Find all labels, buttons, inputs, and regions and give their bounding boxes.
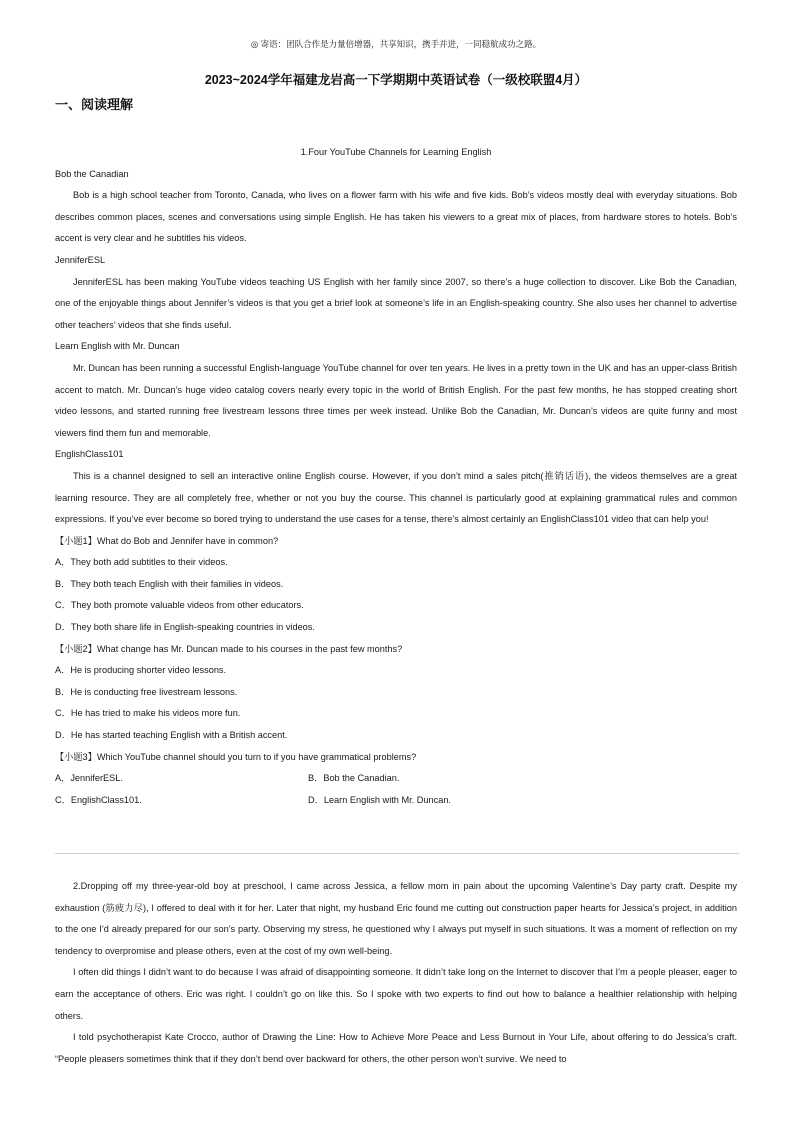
question-3-option-d[interactable]: D．Learn English with Mr. Duncan. <box>308 794 451 805</box>
passage-2-paragraph-2: I often did things I didn’t want to do because I was afraid of disappointing someone. It didn’t take long on the Internet to discover that I’m a people pleaser, eager to earn the acceptance of others. Eric was right. I couldn’t go on like this. So I spoke with two experts to find out how to balance a healthier relationship with helping others. <box>55 967 737 1021</box>
question-2-option-b[interactable]: B．He is conducting free livestream lessons. <box>55 686 238 697</box>
passage-2-paragraph-3: I told psychotherapist Kate Crocco, author of Drawing the Line: How to Achieve More Peace and Less Burnout in Your Life, about offering to do Jessica’s craft. “People pleasers sometimes think that if they don’t bend over backward for others, the other person won’t survive. We need to <box>55 1032 737 1064</box>
question-1-stem: 【小题1】What do Bob and Jennifer have in common? <box>55 535 279 546</box>
question-2-stem: 【小题2】What change has Mr. Duncan made to his courses in the past few months? <box>55 643 403 654</box>
question-1-option-b[interactable]: B．They both teach English with their families in videos. <box>55 578 284 589</box>
channel-description-jennifer: JenniferESL has been making YouTube videos teaching US English with her family since 2007, so there’s a huge collection to discover. Like Bob the Canadian, one of the enjoyable things about Jennifer’s videos is that you get a brief look at someone’s life in an English-speaking country. She also uses her channel to advertise other teachers’ videos that she finds useful. <box>55 276 737 330</box>
passage-divider <box>55 853 739 854</box>
section-heading: 一、阅读理解 <box>55 97 134 112</box>
question-2-option-d[interactable]: D．He has started teaching English with a British accent. <box>55 730 288 741</box>
channel-description-bob: Bob is a high school teacher from Toronto, Canada, who lives on a flower farm with his wife and five kids. Bob’s videos mostly deal with everyday situations. Bob describes common places, scenes and conversations using simple English. He has taken his viewers to a great mix of places, from hardware stores to hotels. Bob’s accent is very clear and he subtitles his videos. <box>55 190 737 244</box>
passage-1 <box>55 142 737 811</box>
passage-2-paragraph-1: 2.Dropping off my three-year-old boy at preschool, I came across Jessica, a fellow mom in pain about the upcoming Valentine’s Day party craft. Despite my exhaustion (筋疲力尽), I offered to deal with it for her. Later that night, my husband Eric found me cutting out construction paper hearts for Jessica’s project, in addition to the one I’d already prepared for our son’s party. Observing my stress, he questioned why I always put myself in such situations. It was a moment of reflection on my tendency to overpromise and please others, even at the cost of my own well-being. <box>55 881 737 956</box>
channel-name-duncan: Learn English with Mr. Duncan <box>55 341 180 352</box>
question-3-options-row-1 <box>55 768 737 790</box>
question-1-option-c[interactable]: C．They both promote valuable videos from other educators. <box>55 600 304 611</box>
channel-description-englishclass101: This is a channel designed to sell an interactive online English course. However, if you don’t mind a sales pitch(推销话语), the videos themselves are a great learning resource. They are all completely free, whether or not you buy the course. This channel is particularly good at explaining grammatical rules and common expressions. If you’ve ever become so bored trying to understand the use cases for a tense, there’s almost certainly an EnglishClass101 video that can help you! <box>55 470 737 525</box>
question-3-options-row-2 <box>55 790 737 812</box>
passage-title: 1.Four YouTube Channels for Learning English <box>300 147 492 157</box>
channel-name-englishclass101: EnglishClass101 <box>55 449 124 460</box>
question-3-stem: 【小题3】Which YouTube channel should you turn to if you have grammatical problems? <box>55 751 417 762</box>
question-1-option-d[interactable]: D．They both share life in English-speaking countries in videos. <box>55 622 315 633</box>
channel-name-bob: Bob the Canadian <box>55 168 129 179</box>
channel-name-jennifer: JenniferESL <box>55 254 106 265</box>
channel-description-duncan: Mr. Duncan has been running a successful English-language YouTube channel for over ten years. He lives in a pretty town in the UK and has an upper-class British accent to match. Mr. Duncan’s huge video catalog covers nearly every topic in the world of British English. For the past few months, he has stopped creating short video lessons, and started running free livestream lessons three times per week instead. Unlike Bob the Canadian, Mr. Duncan’s videos are quite funny and most viewers find them fun and memorable. <box>55 362 737 438</box>
question-3-option-b[interactable]: B．Bob the Canadian. <box>308 773 400 784</box>
question-2-option-c[interactable]: C．He has tried to make his videos more fun. <box>55 708 241 719</box>
page-title: 2023~2024学年福建龙岩高一下学期期中英语试卷（一级校联盟4月） <box>204 73 588 87</box>
passage-2 <box>55 876 737 1070</box>
page-motto: ◎ 寄语：团队合作是力量倍增器，共享知识，携手并进，一同稳航成功之路。 <box>250 39 542 49</box>
question-3-option-c[interactable]: C．EnglishClass101. <box>55 794 142 805</box>
question-2-option-a[interactable]: A．He is producing shorter video lessons. <box>55 665 227 676</box>
question-1-option-a[interactable]: A．They both add subtitles to their videos. <box>55 557 228 568</box>
question-3-option-a[interactable]: A．JenniferESL. <box>55 773 123 784</box>
